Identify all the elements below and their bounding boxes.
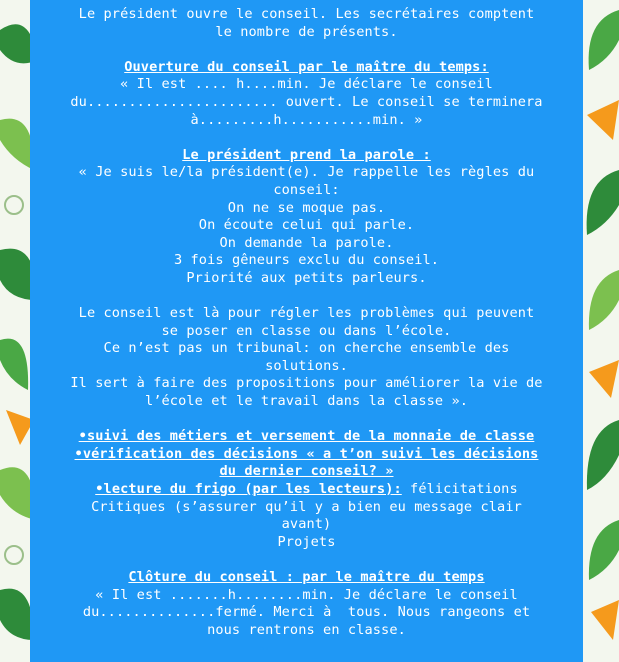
rule-line: On écoute celui qui parle. [198,217,415,234]
role-line: Le conseil est là pour régler les problèmes qui peuvent [78,305,535,322]
rule-line: On demande la parole. [219,234,394,251]
role-line: l’école et le travail dans la classe ». [144,393,469,410]
ouverture-line: à.........h...........min. » [190,111,423,128]
president-heading: Le président prend la parole : [182,146,431,163]
agenda-frigo-felicitations: félicitations [401,481,518,498]
rule-line: 3 fois gêneurs exclu du conseil. [173,252,440,269]
council-procedure-panel [30,0,583,662]
role-line: solutions. [265,357,348,374]
president-line: conseil: [273,181,340,198]
cloture-line: du..............fermé. Merci à tous. Nous rangeons et [82,604,531,621]
intro-line: Le président ouvre le conseil. Les secrétaires comptent [78,6,535,22]
cloture-heading: Clôture du conseil : par le maître du temps [128,569,485,585]
ouverture-line: « Il est .... h....min. Je déclare le conseil [120,76,493,93]
rule-line: Priorité aux petits parleurs. [186,269,427,286]
agenda-suivi: •suivi des métiers et versement de la monnaie de classe [78,428,535,445]
ouverture-heading: Ouverture du conseil par le maître du temps: [124,58,489,75]
agenda-critiques: avant) [281,516,332,533]
agenda-verification: •vérification des décisions « a t’on suivi les décisions [74,445,539,462]
tropical-leaf-border-right [583,0,619,662]
agenda-verification: du dernier conseil? » [219,463,394,480]
rule-line: On ne se moque pas. [227,199,386,216]
agenda-frigo-label: •lecture du frigo (par les lecteurs): [95,481,402,498]
role-line: se poser en classe ou dans l’école. [161,322,452,339]
role-line: Ce n’est pas un tribunal: on cherche ensemble des [103,340,510,357]
cloture-line: nous rentrons en classe. [207,621,406,638]
president-line: « Je suis le/la président(e). Je rappelle les règles du [78,164,535,181]
role-line: Il sert à faire des propositions pour améliorer la vie de [70,375,543,392]
ouverture-line: du....................... ouvert. Le conseil se terminera [70,93,543,110]
agenda-projets: Projets [277,533,336,550]
cloture-line: « Il est .......h........min. Je déclare le conseil [95,586,518,603]
intro-line: le nombre de présents. [215,23,398,40]
agenda-critiques: Critiques (s’assurer qu’il y a bien eu message clair [91,498,522,515]
